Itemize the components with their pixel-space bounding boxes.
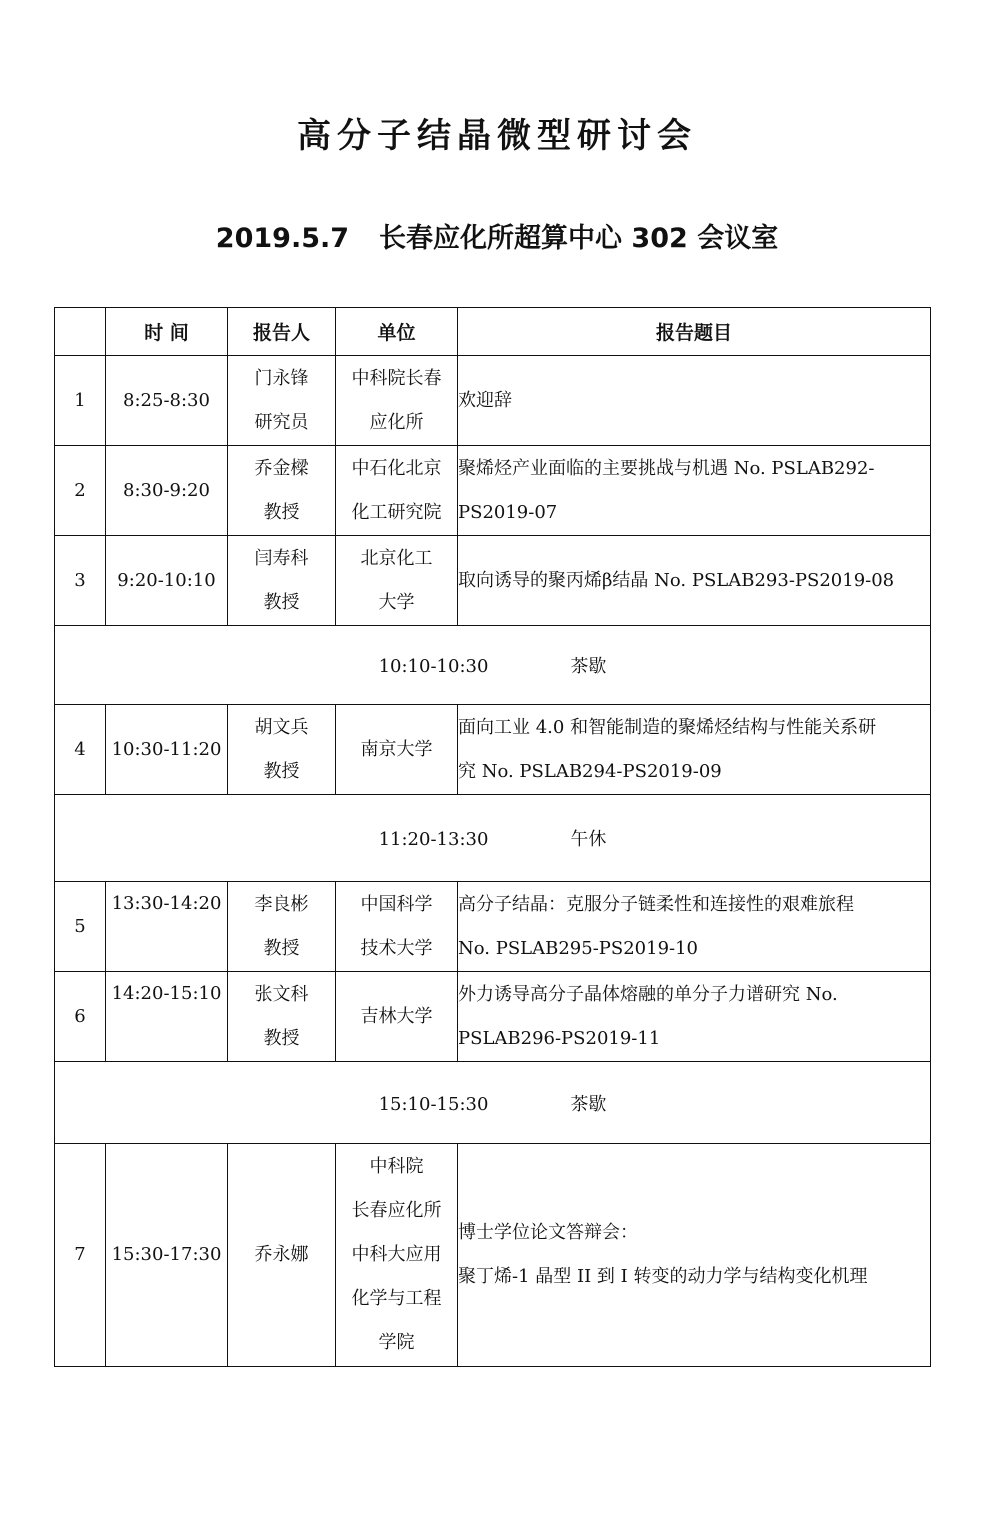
- break-time: 10:10-10:30: [378, 656, 489, 677]
- break-time: 11:20-13:30: [378, 829, 489, 850]
- break-row: [55, 795, 931, 882]
- row-unit: 中科院 长春应化所 中科大应用 化学与工程 学院: [336, 1144, 458, 1367]
- row-unit: 北京化工 大学: [336, 536, 458, 626]
- row-topic: 外力诱导高分子晶体熔融的单分子力谱研究 No. PSLAB296-PS2019-11: [458, 972, 931, 1062]
- table-row: [55, 1144, 931, 1367]
- row-topic: 取向诱导的聚丙烯β结晶 No. PSLAB293-PS2019-08: [458, 536, 931, 626]
- row-speaker: 李良彬 教授: [228, 882, 336, 972]
- page-subtitle: [0, 216, 994, 255]
- row-number: 5: [55, 882, 106, 972]
- row-unit: 中石化北京 化工研究院: [336, 446, 458, 536]
- header-no: [55, 308, 106, 356]
- meeting-venue: 长春应化所超算中心 302 会议室: [379, 223, 779, 254]
- break-row: [55, 1062, 931, 1144]
- row-time: 10:30-11:20: [106, 705, 228, 795]
- table-row: [55, 536, 931, 626]
- table-row: [55, 446, 931, 536]
- row-speaker: 胡文兵 教授: [228, 705, 336, 795]
- row-topic: 博士学位论文答辩会： 聚丁烯-1 晶型 II 到 I 转变的动力学与结构变化机理: [458, 1144, 931, 1367]
- row-time: 9:20-10:10: [106, 536, 228, 626]
- header-topic: 报告题目: [458, 308, 931, 356]
- row-speaker: 乔永娜: [228, 1144, 336, 1367]
- page-title: 高分子结晶微型研讨会: [297, 116, 697, 156]
- row-topic: 欢迎辞: [458, 356, 931, 446]
- row-topic: 高分子结晶：克服分子链柔性和连接性的艰难旅程 No. PSLAB295-PS2019-10: [458, 882, 931, 972]
- break-label: 茶歇: [570, 1093, 607, 1115]
- table-row: [55, 356, 931, 446]
- row-speaker: 门永锋 研究员: [228, 356, 336, 446]
- row-time: 8:25-8:30: [106, 356, 228, 446]
- schedule-table: [54, 307, 931, 1367]
- row-speaker: 张文科 教授: [228, 972, 336, 1062]
- header-time: 时 间: [106, 308, 228, 356]
- header-unit: 单位: [336, 308, 458, 356]
- row-number: 6: [55, 972, 106, 1062]
- row-number: 1: [55, 356, 106, 446]
- meeting-date: 2019.5.7: [215, 223, 350, 254]
- row-number: 4: [55, 705, 106, 795]
- break-label: 茶歇: [570, 656, 607, 677]
- table-row: [55, 705, 931, 795]
- row-unit: 吉林大学: [336, 972, 458, 1062]
- row-speaker: 乔金樑 教授: [228, 446, 336, 536]
- row-unit: 中科院长春 应化所: [336, 356, 458, 446]
- break-row: [55, 626, 931, 705]
- row-unit: 中国科学 技术大学: [336, 882, 458, 972]
- row-number: 2: [55, 446, 106, 536]
- row-time: 13:30-14:20: [106, 882, 228, 972]
- row-time: 8:30-9:20: [106, 446, 228, 536]
- row-topic: 聚烯烃产业面临的主要挑战与机遇 No. PSLAB292- PS2019-07: [458, 446, 931, 536]
- row-speaker: 闫寿科 教授: [228, 536, 336, 626]
- row-unit: 南京大学: [336, 705, 458, 795]
- header-row: [55, 308, 931, 356]
- row-time: 15:30-17:30: [106, 1144, 228, 1367]
- table-row: [55, 882, 931, 972]
- row-topic: 面向工业 4.0 和智能制造的聚烯烃结构与性能关系研 究 No. PSLAB294-PS2019-09: [458, 705, 931, 795]
- break-time: 15:10-15:30: [378, 1093, 489, 1115]
- break-label: 午休: [570, 829, 607, 850]
- row-number: 3: [55, 536, 106, 626]
- row-number: 7: [55, 1144, 106, 1367]
- header-speaker: 报告人: [228, 308, 336, 356]
- row-time: 14:20-15:10: [106, 972, 228, 1062]
- table-row: [55, 972, 931, 1062]
